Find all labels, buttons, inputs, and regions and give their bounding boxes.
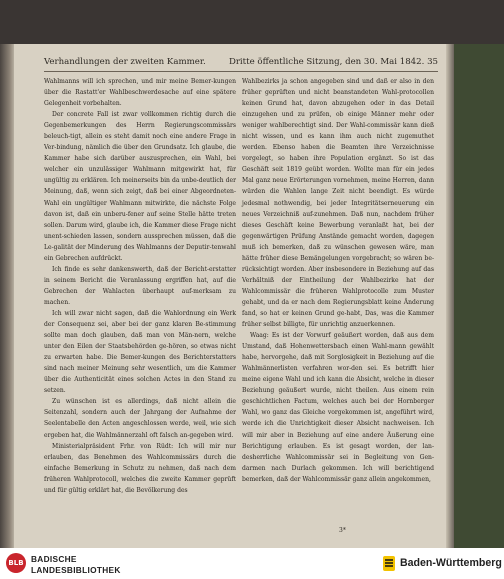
signature-mark: 3* [339, 527, 346, 534]
right-column [242, 76, 434, 485]
book-cover-board [454, 44, 504, 548]
running-header [44, 57, 438, 71]
footer-bar [0, 548, 504, 579]
page-edge [446, 44, 454, 548]
paragraph: Waag: Es ist der Vorwurf geäußert worden, daß aus dem Umstand, daß Hohenwettersbach einen Wahl-mann gewählt habe, hervorgehe, daß mit Sorglosigkeit in Beziehung auf die Wahlmännerlisten verfahren wor-den sei. Es betrifft hier meine eigene Wahl und ich kann die Absicht, welche in dieser Beziehung geäußert wurde, nicht theilen. Aus einem rein geschichtlichen Factum, welches auch bei der Hornberger Wahl, wo ganz das Gleiche vorgekommen ist, angeführt wird, werde ich die Unrichtigkeit dieser Absicht nachweisen. Ich will mir aber in Beziehung auf eine andere Äußerung eine Berichtigung erlauben. Es ist gesagt worden, der lan-desherrliche Wahlcommissär sei in Begleitung von Gen-darmen nach Durlach gekommen. Ich will berichtigend bemerken, daß der Wahlcommissär ganz allein angekommen, [242, 332, 434, 483]
header-right: Dritte öffentliche Sitzung, den 30. Mai 1842. 35 [228, 57, 438, 67]
paragraph: Wahlmanns will ich sprechen, und mir meine Bemer-kungen über die Rastatt'er Wahlbeschwerdesache auf eine spätere Gelegenheit vorbehalten. [44, 78, 236, 108]
paragraph: Ich finde es sehr dankenswerth, daß der Bericht-erstatter in seinem Bericht die Veranlassung ergriffen hat, auf die Gebrechen der Wahlacten überhaupt auf-merksam zu machen. [44, 265, 236, 306]
paragraph: Zu wünschen ist es allerdings, daß nicht allein die Seitenzahl, sondern auch der Jahrgang der Aufnahme der Seelentabelle den Acten angeschlossen werde, weil, wie sich ergeben hat, die Wahlmännerzahl oft falsch an-gegeben wird. [44, 398, 236, 439]
baden-wuerttemberg-lions-icon[interactable] [382, 554, 396, 572]
paragraph: Ministerialpräsident Frhr. von Rüdt: Ich will mir nur erlauben, das Benehmen des Wahlcommissärs durch die einfache Bemerkung in Schutz zu nehmen, daß nach dem früheren Wahlprotocoll, welches die zweite Kammer geprüft und für gültig erklärt hat, die Bevölkerung des [44, 442, 236, 494]
header-left: Verhandlungen der zweiten Kammer. [44, 57, 206, 67]
state-name[interactable]: Baden-Württemberg [400, 557, 502, 569]
paragraph: Der concrete Fall ist zwar vollkommen richtig durch die Gegenbemerkungen des Herrn Regierungscommissärs beleuch-tigt, allein es steht damit noch eine andere Frage in Ver-bindung, nämlich die über den Grundsatz. Ich glaube, die Kammer habe sich darüber auszusprechen, ein Wahl, bei welcher ein unzulässiger Wahlmann mitgewirkt hat, für ungültig zu erklären. Ich meinerseits bin da unbe-deutlich der Meinung, daß, wenn sich zeigt, daß bei einer Abgeordneten-Wahl ein ungültiger Wahlmann mitwirkte, die nächste Folge davon ist, daß ein unberu-fener auf seine Stelle hätte treten sollen. Darum wird, glaube ich, die Kammer diese Frage nicht unent-schieden lassen, sondern aussprechen müssen, daß die Le-galität der Minderung des Wahlmanns der Deputir-tenwahl ein Gebrechen aufdrückt. [44, 111, 236, 262]
paragraph: Wahlbezirks ja schon angegeben sind und daß er also in den früher geprüften und nicht beanstandeten Wahl-protocollen keinen Grund hat, davon abzugehen oder in das Detail einzugehen und zu prüfen, ob einige Männer mehr oder weniger wahlberechtigt sind. Der Wahl-commissär kann dieß nicht wissen, und es kann ihm auch nicht zugemuthet werden. Ebenso haben die Beamten ihre Verzeichnisse vorgelegt, so haben ihre Population ergänzt. So ist das Geschäft seit 1819 geübt worden. Wollte man für ein jedes Mal ganz neue Erörterungen vornehmen, meine Herren, dann würden die Wahlen lange Zeit nicht beendigt. Es würde jedesmal nothwendig, bei jeder Integritätserneuerung ein neues Verzeichniß auf-zunehmen. Daß nun, nachdem früher dieses Geschäft keine Bewerbung veranlaßt hat, bei der gegenwärtigen Prüfung Anstände gemacht worden, dagegen muß ich bemerken, daß zu wünschen gewesen wäre, man hätte früher diese Bemängelungen vorgebracht; so wären be-rücksichtigt worden. Aber insbesondere in Beziehung auf das Verhältniß der Eintheilung der Wahlbezirke hat der Wahlcommissär die früheren Wahlprotocolle zum Muster gehabt, und da er nach dem Regierungsblatt keine Änderung fand, so hat er keinen Grund ge-habt, Das, was die Kammer früher selbst billigte, für unrichtig anzuerkennen. [242, 78, 434, 329]
paragraph: Ich will zwar nicht sagen, daß die Wahlordnung ein Werk der Consequenz sei, aber bei der ganz klaren Be-stimmung sollte man doch glauben, daß man von Män-nern, welche unter den Eilen der Staatsbehörden ge-hören, so etwas nicht zu erwarten habe. Die Bemer-kungen des Berichterstatters sind nach meiner Meinung sehr wesentlich, um die Kammer über die Authenticität eines solchen Actes in den Stand zu setzen. [44, 309, 236, 395]
library-name[interactable] [31, 554, 121, 575]
header-rule [44, 71, 438, 72]
left-column [44, 76, 236, 496]
library-name-line2: LANDESBIBLIOTHEK [31, 564, 121, 575]
library-name-line1: BADISCHE [31, 554, 77, 564]
blb-logo-icon[interactable]: BLB [6, 553, 26, 573]
